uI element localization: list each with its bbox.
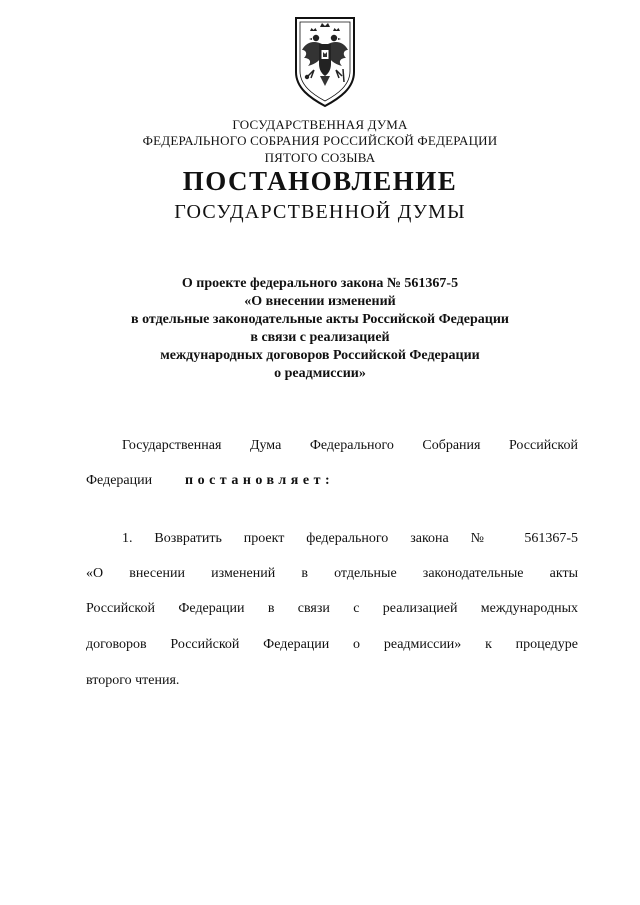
item1-line-3: Российской Федерации в связи с реализацией международных — [86, 601, 578, 616]
subject-line-1: О проекте федерального закона № 561367-5 — [181, 276, 459, 291]
resolves-keyword: постановляет: — [185, 473, 335, 488]
item1-line-4: договоров Российской Федерации о реадмиссии» к процедуре — [86, 637, 578, 652]
preamble-line-2-start: Федерации — [86, 473, 153, 488]
state-emblem-icon — [292, 14, 358, 110]
document-type-title: ПОСТАНОВЛЕНИЕ — [182, 166, 458, 196]
item1-line-2: «О внесении изменений в отдельные законодательные акты — [86, 566, 578, 581]
item1-line-1: 1. Возвратить проект федерального закона № 561367-5 — [122, 531, 578, 546]
header-line-3: ПЯТОГО СОЗЫВА — [264, 150, 376, 165]
subject-line-4: в связи с реализацией — [250, 330, 390, 345]
subject-line-6: о реадмиссии» — [274, 366, 366, 381]
header-line-1: ГОСУДАРСТВЕННАЯ ДУМА — [232, 117, 408, 132]
document-issuer-title: ГОСУДАРСТВЕННОЙ ДУМЫ — [174, 201, 466, 223]
subject-line-2: «О внесении изменений — [244, 294, 396, 309]
header-line-2: ФЕДЕРАЛЬНОГО СОБРАНИЯ РОССИЙСКОЙ ФЕДЕРАЦИИ — [142, 133, 498, 148]
subject-line-5: международных договоров Российской Федерации — [160, 348, 480, 363]
subject-line-3: в отдельные законодательные акты Российской Федерации — [131, 312, 509, 327]
item1-line-5: второго чтения. — [86, 673, 180, 688]
preamble-line-1: Государственная Дума Федерального Собрания Российской — [122, 438, 578, 453]
